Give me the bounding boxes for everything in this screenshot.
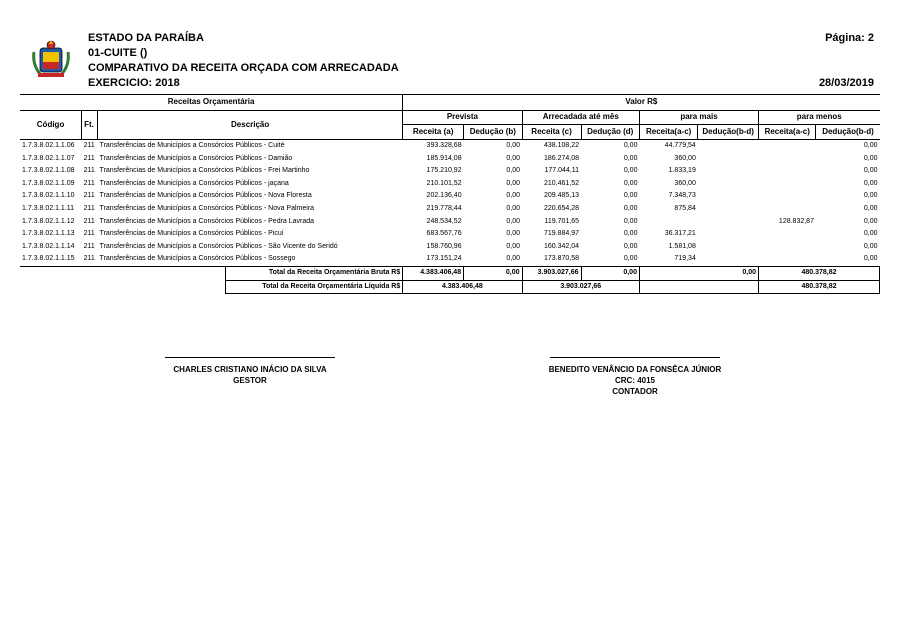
row-descricao: Transferências de Municípios a Consórcios Públicos - Frei Martinho: [99, 167, 310, 175]
row-menos-deducao: 0,00: [863, 204, 878, 212]
row-ft: 211: [83, 204, 95, 212]
row-deducao-b: 0,00: [506, 192, 521, 200]
row-menos-receita: [759, 140, 816, 153]
col-receita-ac-mais: Receita(a-c): [639, 125, 697, 140]
table-row: [20, 190, 880, 203]
row-receita-c: 209.485,13: [543, 192, 580, 200]
row-menos-receita: [759, 178, 816, 191]
row-menos-receita: [759, 153, 816, 166]
row-deducao-d: 0,00: [623, 179, 638, 187]
row-deducao-d: 0,00: [623, 142, 638, 149]
row-menos-receita: [759, 253, 816, 266]
gestor-name: CHARLES CRISTIANO INÁCIO DA SILVA: [173, 365, 327, 374]
row-receita-a: 185.914,08: [426, 154, 462, 162]
total-liquida-label: Total da Receita Orçamentária Líquida R$: [226, 280, 403, 294]
contador-name: BENEDITO VENÂNCIO DA FONSÊCA JÚNIOR: [548, 365, 722, 374]
row-codigo: 1.7.3.8.02.1.1.09: [22, 179, 75, 187]
row-receita-a: 158.760,96: [426, 242, 462, 250]
table-row: [20, 216, 880, 229]
row-mais-receita: 1.581,08: [668, 242, 696, 250]
row-mais-deducao: [698, 153, 759, 166]
row-mais-receita: 360,00: [674, 179, 696, 187]
row-descricao: Transferências de Municípios a Consórcios Públicos - São Vicente do Seridó: [99, 242, 338, 250]
row-menos-deducao: 0,00: [863, 230, 878, 238]
col-deducao-b: Dedução (b): [464, 125, 522, 140]
row-mais-deducao: [698, 253, 759, 266]
row-receita-c: 186.274,08: [543, 154, 580, 162]
row-codigo: 1.7.3.8.02.1.1.12: [22, 217, 75, 225]
row-mais-deducao: [698, 190, 759, 203]
col-receita-a: Receita (a): [403, 125, 464, 140]
row-codigo: 1.7.3.8.02.1.1.07: [22, 154, 75, 162]
row-menos-deducao: 0,00: [863, 142, 878, 149]
row-descricao: Transferências de Municípios a Consórcios Públicos - Pedra Lavrada: [99, 217, 315, 225]
group-valor: Valor R$: [403, 95, 880, 111]
row-codigo: 1.7.3.8.02.1.1.06: [22, 142, 75, 149]
col-para-menos: para menos: [759, 111, 880, 125]
row-ft: 211: [83, 167, 95, 175]
row-mais-deducao: [698, 203, 759, 216]
row-receita-c: 220.654,28: [543, 204, 580, 212]
row-receita-a: 393.328,68: [426, 142, 462, 149]
row-descricao: Transferências de Municípios a Consórcios Públicos - Damião: [99, 154, 293, 162]
signature-contador: [530, 357, 740, 397]
row-mais-deducao: [698, 165, 759, 178]
revenue-table: [20, 94, 880, 294]
row-deducao-d: 0,00: [623, 230, 638, 238]
row-deducao-d: 0,00: [623, 204, 638, 212]
row-mais-receita: 7.348,73: [668, 192, 696, 200]
report-title: COMPARATIVO DA RECEITA ORÇADA COM ARRECADADA: [88, 62, 399, 74]
total-liquida-prevista: 4.383.406,48: [403, 280, 522, 294]
total-liquida-arrecadada: 3.903.027,66: [522, 280, 639, 294]
row-receita-c: 438.108,22: [543, 142, 580, 149]
row-codigo: 1.7.3.8.02.1.1.11: [22, 204, 75, 212]
total-bruta-menos-receita: 480.378,82: [759, 266, 880, 280]
row-receita-a: 210.101,52: [426, 179, 462, 187]
table-row: [20, 178, 880, 191]
row-deducao-b: 0,00: [506, 142, 521, 149]
row-receita-a: 248.534,52: [426, 217, 462, 225]
row-codigo: 1.7.3.8.02.1.1.14: [22, 242, 75, 250]
row-receita-a: 175.210,92: [426, 167, 462, 175]
row-deducao-d: 0,00: [623, 255, 638, 263]
row-menos-receita: [759, 228, 816, 241]
table-row: [20, 140, 880, 153]
row-codigo: 1.7.3.8.02.1.1.15: [22, 255, 75, 263]
row-deducao-b: 0,00: [506, 230, 521, 238]
row-deducao-d: 0,00: [623, 167, 638, 175]
row-mais-deducao: [698, 228, 759, 241]
total-bruta-label: Total da Receita Orçamentária Bruta R$: [226, 266, 403, 280]
fiscal-year: EXERCICIO: 2018: [88, 77, 180, 89]
col-receita-c: Receita (c): [522, 125, 581, 140]
table-row: [20, 228, 880, 241]
row-deducao-d: 0,00: [623, 192, 638, 200]
row-ft: 211: [83, 179, 95, 187]
row-descricao: Transferências de Municípios a Consórcios Públicos - Nova Floresta: [99, 192, 312, 200]
report-date: 28/03/2019: [818, 77, 874, 89]
col-receita-ac-menos: Receita(a-c): [759, 125, 816, 140]
col-prevista: Prevista: [403, 111, 522, 125]
row-descricao: Transferências de Municípios a Consórcios Públicos - jaçana: [99, 179, 289, 187]
row-menos-deducao: 0,00: [863, 255, 878, 263]
total-bruta-mais-deducao: 0,00: [639, 266, 758, 280]
total-bruta-arrecadada-receita: 3.903.027,66: [522, 266, 581, 280]
row-mais-receita: 875,84: [674, 204, 696, 212]
row-ft: 211: [83, 142, 95, 149]
row-mais-receita: 360,00: [674, 154, 696, 162]
row-menos-deducao: 0,00: [863, 217, 878, 225]
row-receita-c: 160.342,04: [543, 242, 580, 250]
row-deducao-d: 0,00: [623, 154, 638, 162]
table-row: [20, 165, 880, 178]
total-bruta-prevista-receita: 4.383.406,48: [403, 266, 464, 280]
row-ft: 211: [83, 230, 95, 238]
row-mais-receita: 36.317,21: [664, 230, 696, 238]
row-deducao-b: 0,00: [506, 242, 521, 250]
signature-gestor: [150, 357, 350, 386]
row-menos-receita: 128.832,87: [778, 217, 814, 225]
col-ft: Ft.: [82, 111, 98, 140]
state-title: ESTADO DA PARAÍBA: [88, 32, 204, 44]
row-mais-receita: 44.779,54: [664, 142, 696, 149]
row-receita-c: 210.461,52: [543, 179, 580, 187]
row-receita-c: 173.870,58: [543, 255, 580, 263]
col-deducao-bd-mais: Dedução(b-d): [698, 125, 759, 140]
group-receitas: Receitas Orçamentária: [20, 95, 403, 111]
table-row: [20, 203, 880, 216]
total-bruta-prevista-deducao: 0,00: [464, 266, 522, 280]
table-row: [20, 241, 880, 254]
row-receita-a: 202.136,40: [426, 192, 462, 200]
gestor-role: GESTOR: [233, 376, 267, 385]
row-descricao: Transferências de Municípios a Consórcios Públicos - Nova Palmeira: [99, 204, 315, 212]
row-deducao-d: 0,00: [623, 217, 638, 225]
table-row: [20, 253, 880, 266]
row-descricao: Transferências de Municípios a Consórcios Públicos - Sossego: [99, 255, 296, 263]
row-menos-receita: [759, 203, 816, 216]
row-mais-deducao: [698, 241, 759, 254]
total-liquida-menos: 480.378,82: [759, 280, 880, 294]
row-receita-c: 119.701,65: [544, 217, 580, 225]
coat-of-arms-logo: [30, 38, 72, 80]
row-receita-a: 173.151,24: [426, 255, 462, 263]
row-menos-deducao: 0,00: [863, 167, 878, 175]
row-receita-c: 719.884,97: [543, 230, 580, 238]
row-deducao-d: 0,00: [623, 242, 638, 250]
row-codigo: 1.7.3.8.02.1.1.08: [22, 167, 75, 175]
row-mais-deducao: [698, 140, 759, 153]
row-menos-deducao: 0,00: [863, 179, 878, 187]
row-mais-receita: 719,34: [674, 255, 696, 263]
row-menos-receita: [759, 241, 816, 254]
contador-crc: CRC: 4015: [614, 376, 655, 385]
table-row: [20, 153, 880, 166]
signature-line: [165, 357, 335, 358]
row-mais-deducao: [698, 216, 759, 229]
row-deducao-b: 0,00: [506, 204, 521, 212]
row-receita-a: 683.567,76: [426, 230, 462, 238]
row-ft: 211: [83, 217, 95, 225]
row-deducao-b: 0,00: [506, 179, 521, 187]
row-ft: 211: [83, 255, 95, 263]
row-menos-deducao: 0,00: [863, 154, 878, 162]
row-mais-receita: [639, 216, 697, 229]
col-arrecadada: Arrecadada até mês: [522, 111, 639, 125]
row-descricao: Transferências de Municípios a Consórcios Públicos - Picuí: [99, 230, 284, 238]
total-bruta-arrecadada-deducao: 0,00: [581, 266, 639, 280]
row-deducao-b: 0,00: [506, 167, 521, 175]
row-receita-c: 177.044,11: [544, 167, 580, 175]
row-mais-deducao: [698, 178, 759, 191]
row-menos-receita: [759, 190, 816, 203]
row-deducao-b: 0,00: [506, 255, 521, 263]
row-ft: 211: [83, 192, 95, 200]
signature-line: [550, 357, 720, 358]
row-menos-deducao: 0,00: [863, 192, 878, 200]
entity-title: 01-CUITE (): [88, 47, 148, 59]
row-receita-a: 219.778,44: [426, 204, 462, 212]
row-codigo: 1.7.3.8.02.1.1.13: [22, 230, 75, 238]
row-menos-deducao: 0,00: [863, 242, 878, 250]
col-para-mais: para mais: [639, 111, 758, 125]
row-descricao: Transferências de Municípios a Consórcios Públicos - Cuité: [99, 142, 285, 149]
col-descricao: Descrição: [98, 111, 403, 140]
col-deducao-d: Dedução (d): [581, 125, 639, 140]
row-deducao-b: 0,00: [506, 217, 521, 225]
col-codigo: Código: [20, 111, 82, 140]
row-deducao-b: 0,00: [506, 154, 521, 162]
row-ft: 211: [83, 242, 95, 250]
contador-role: CONTADOR: [612, 387, 658, 396]
row-menos-receita: [759, 165, 816, 178]
col-deducao-bd-menos: Dedução(b-d): [816, 125, 880, 140]
row-ft: 211: [83, 154, 95, 162]
page-number: Página: 2: [825, 32, 874, 44]
row-codigo: 1.7.3.8.02.1.1.10: [22, 192, 75, 200]
row-mais-receita: 1.833,19: [668, 167, 696, 175]
